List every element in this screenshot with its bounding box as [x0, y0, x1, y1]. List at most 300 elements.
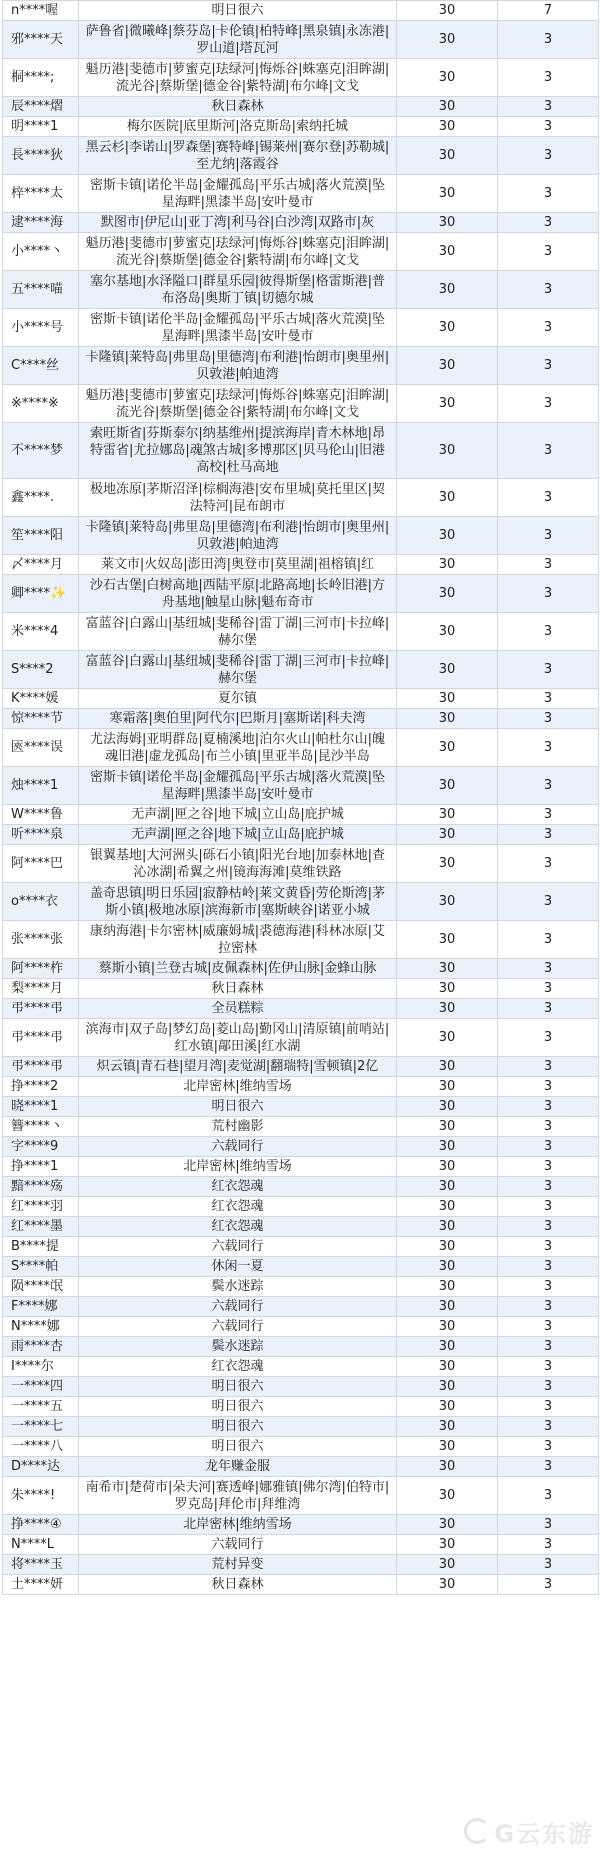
- table-row: [3, 613, 599, 651]
- table-row: [3, 1217, 599, 1237]
- table-row: [3, 1457, 599, 1477]
- value-cell: 30: [397, 1097, 498, 1117]
- table-row: [3, 689, 599, 709]
- count-cell: 3: [498, 651, 599, 689]
- player-name-cell: 张****张: [3, 921, 79, 959]
- region-list-cell: 荒村幽影: [79, 1117, 397, 1137]
- table-row: [3, 979, 599, 999]
- player-name-cell: n****喔: [3, 1, 79, 21]
- watermark-text: G云东游: [494, 1819, 594, 1848]
- value-cell: 30: [397, 1535, 498, 1555]
- player-name-cell: 一****五: [3, 1397, 79, 1417]
- region-list-cell: 魁历港|斐德市|萝蜜克|珐绿河|悔烁谷|蛛塞克|泪眸湖|流光谷|蔡斯堡|德金谷|紫特湖|布尔峰|文戈: [79, 233, 397, 271]
- table-row: [3, 1257, 599, 1277]
- value-cell: 30: [397, 1217, 498, 1237]
- region-list-cell: 北岸密林|维纳雪场: [79, 1077, 397, 1097]
- count-cell: 3: [498, 1097, 599, 1117]
- player-name-cell: 不****梦: [3, 423, 79, 479]
- count-cell: 3: [498, 709, 599, 729]
- region-list-cell: 银翼基地|大河洲头|砾石小镇|阳光台地|加泰林地|查沁冰湖|希翼之州|镜海海滩|莫维铁路: [79, 845, 397, 883]
- player-name-cell: 一****七: [3, 1417, 79, 1437]
- player-name-cell: N****L: [3, 1535, 79, 1555]
- player-name-cell: 梓****太: [3, 175, 79, 213]
- table-row: [3, 1097, 599, 1117]
- table-row: [3, 59, 599, 97]
- count-cell: 3: [498, 1057, 599, 1077]
- player-name-cell: 红****墨: [3, 1217, 79, 1237]
- value-cell: 30: [397, 1477, 498, 1515]
- value-cell: 30: [397, 233, 498, 271]
- count-cell: 3: [498, 213, 599, 233]
- player-name-cell: 〆****月: [3, 555, 79, 575]
- region-list-cell: 明日很六: [79, 1, 397, 21]
- region-list-cell: 默图市|伊尼山|亚丁湾|利马谷|白沙湾|双路市|灰: [79, 213, 397, 233]
- value-cell: 30: [397, 1357, 498, 1377]
- table-row: [3, 385, 599, 423]
- table-row: [3, 1019, 599, 1057]
- table-row: [3, 845, 599, 883]
- player-name-cell: 辰****熠: [3, 97, 79, 117]
- value-cell: 30: [397, 1277, 498, 1297]
- player-name-cell: 土****妍: [3, 1575, 79, 1595]
- player-name-cell: 陨****氓: [3, 1277, 79, 1297]
- count-cell: 3: [498, 137, 599, 175]
- region-list-cell: 寒霜落|奥伯里|阿代尔|巴斯月|塞斯诺|科夫湾: [79, 709, 397, 729]
- player-name-cell: 米****4: [3, 613, 79, 651]
- count-cell: 3: [498, 1417, 599, 1437]
- count-cell: 3: [498, 1137, 599, 1157]
- table-row: [3, 1077, 599, 1097]
- player-name-cell: 烛****1: [3, 767, 79, 805]
- player-name-cell: D****达: [3, 1457, 79, 1477]
- player-name-cell: I****尔: [3, 1357, 79, 1377]
- table-row: [3, 1515, 599, 1535]
- value-cell: 30: [397, 1437, 498, 1457]
- value-cell: 30: [397, 555, 498, 575]
- count-cell: 3: [498, 883, 599, 921]
- region-list-cell: 极地冻原|茅斯沼泽|棕榈海港|安布里城|莫托里区|契法特河|昆布朗市: [79, 479, 397, 517]
- value-cell: 30: [397, 709, 498, 729]
- player-name-cell: S****2: [3, 651, 79, 689]
- player-name-cell: 小****号: [3, 309, 79, 347]
- region-list-cell: 富蓝谷|白露山|基纽城|斐稀谷|雷丁湖|三河市|卡拉峰|赫尔堡: [79, 651, 397, 689]
- value-cell: 30: [397, 213, 498, 233]
- region-list-cell: 黑云杉|李诺山|罗森堡|赛特峰|锡莱州|赛尔登|苏勒城|至尤纳|落霞谷: [79, 137, 397, 175]
- table-row: [3, 117, 599, 137]
- value-cell: 30: [397, 883, 498, 921]
- region-list-cell: 炽云镇|青石巷|望月湾|麦觉湖|翻瑞特|雪顿镇|2亿: [79, 1057, 397, 1077]
- table-row: [3, 825, 599, 845]
- table-row: [3, 1297, 599, 1317]
- count-cell: 3: [498, 1197, 599, 1217]
- count-cell: 3: [498, 1237, 599, 1257]
- region-list-cell: 沙石古堡|白树高地|西陆平原|北路高地|长岭旧港|方舟基地|触星山脉|魁布奇市: [79, 575, 397, 613]
- value-cell: 30: [397, 651, 498, 689]
- count-cell: 3: [498, 271, 599, 309]
- value-cell: 30: [397, 1019, 498, 1057]
- region-list-cell: 莱文市|火奴岛|澎田湾|奥登市|莫里湖|祖榕镇|红: [79, 555, 397, 575]
- region-list-cell: 六载同行: [79, 1317, 397, 1337]
- table-row: [3, 97, 599, 117]
- watermark: [464, 1814, 594, 1848]
- player-name-cell: 黯****殇: [3, 1177, 79, 1197]
- count-cell: 3: [498, 613, 599, 651]
- region-list-cell: 滨海市|双子岛|梦幻岛|菱山岛|勤冈山|清原镇|前哨站|红水镇|鄗田溪|红水湖: [79, 1019, 397, 1057]
- player-name-cell: 阿****柞: [3, 959, 79, 979]
- table-row: [3, 1575, 599, 1595]
- value-cell: 30: [397, 845, 498, 883]
- region-list-cell: 六载同行: [79, 1237, 397, 1257]
- region-list-cell: 红衣怨魂: [79, 1217, 397, 1237]
- count-cell: 3: [498, 1277, 599, 1297]
- value-cell: 30: [397, 805, 498, 825]
- table-row: [3, 1377, 599, 1397]
- value-cell: 30: [397, 1077, 498, 1097]
- value-cell: 30: [397, 175, 498, 213]
- value-cell: 30: [397, 729, 498, 767]
- table-row: [3, 1417, 599, 1437]
- value-cell: 30: [397, 613, 498, 651]
- table-row: [3, 1317, 599, 1337]
- table-row: [3, 767, 599, 805]
- count-cell: 3: [498, 233, 599, 271]
- player-name-cell: 将****玉: [3, 1555, 79, 1575]
- count-cell: 3: [498, 729, 599, 767]
- region-list-cell: 塞尔基地|水泽隘口|群星乐园|彼得斯堡|格雷斯港|普布洛岛|奥斯丁镇|切德尔城: [79, 271, 397, 309]
- player-name-cell: 一****八: [3, 1437, 79, 1457]
- region-list-cell: 北岸密林|维纳雪场: [79, 1515, 397, 1535]
- value-cell: 30: [397, 1057, 498, 1077]
- value-cell: 30: [397, 689, 498, 709]
- value-cell: 30: [397, 479, 498, 517]
- region-list-cell: 休闲一夏: [79, 1257, 397, 1277]
- table-row: [3, 175, 599, 213]
- player-name-cell: B****提: [3, 1237, 79, 1257]
- value-cell: 30: [397, 385, 498, 423]
- player-name-cell: ※****※: [3, 385, 79, 423]
- value-cell: 30: [397, 1515, 498, 1535]
- region-list-cell: 鬓水迷踪: [79, 1337, 397, 1357]
- table-row: [3, 1277, 599, 1297]
- region-list-cell: 明日很六: [79, 1377, 397, 1397]
- table-row: [3, 805, 599, 825]
- count-cell: 3: [498, 555, 599, 575]
- region-list-cell: 秋日森林: [79, 979, 397, 999]
- value-cell: 30: [397, 1237, 498, 1257]
- value-cell: 30: [397, 1575, 498, 1595]
- value-cell: 30: [397, 137, 498, 175]
- region-list-cell: 六载同行: [79, 1297, 397, 1317]
- value-cell: 30: [397, 1457, 498, 1477]
- table-row: [3, 729, 599, 767]
- region-list-cell: 盖奇思镇|明日乐园|寂静枯岭|莱文黄昏|劳伦斯湾|茅斯小镇|极地冰原|滨海新市|塞斯峡谷|诺亚小城: [79, 883, 397, 921]
- table-row: [3, 423, 599, 479]
- value-cell: 30: [397, 1, 498, 21]
- table-row: [3, 213, 599, 233]
- count-cell: 3: [498, 423, 599, 479]
- region-list-cell: 北岸密林|维纳雪场: [79, 1157, 397, 1177]
- table-row: [3, 709, 599, 729]
- region-list-cell: 明日很六: [79, 1417, 397, 1437]
- table-row: [3, 999, 599, 1019]
- player-name-cell: F****娜: [3, 1297, 79, 1317]
- table-row: [3, 347, 599, 385]
- count-cell: 3: [498, 21, 599, 59]
- player-name-cell: 晓****1: [3, 1097, 79, 1117]
- region-list-cell: 密斯卡镇|诺伦半岛|金耀孤岛|平乐古城|落火荒漠|坠星海畔|黑漆半岛|安叶曼市: [79, 175, 397, 213]
- table-row: [3, 651, 599, 689]
- count-cell: 3: [498, 999, 599, 1019]
- player-name-cell: 惊****节: [3, 709, 79, 729]
- region-list-cell: 无声湖|匣之谷|地下城|立山岛|庇护城: [79, 825, 397, 845]
- player-name-cell: 听****泉: [3, 825, 79, 845]
- player-name-cell: 梨****月: [3, 979, 79, 999]
- table-row: [3, 1117, 599, 1137]
- count-cell: 3: [498, 1077, 599, 1097]
- count-cell: 3: [498, 1457, 599, 1477]
- count-cell: 3: [498, 1535, 599, 1555]
- region-list-cell: 康纳海港|卡尔密林|威廉姆城|裘德海港|科林冰原|艾拉密林: [79, 921, 397, 959]
- region-list-cell: 魁历港|斐德市|萝蜜克|珐绿河|悔烁谷|蛛塞克|泪眸湖|流光谷|蔡斯堡|德金谷|紫特湖|布尔峰|文戈: [79, 385, 397, 423]
- table-row: [3, 1137, 599, 1157]
- table-row: [3, 1397, 599, 1417]
- value-cell: 30: [397, 575, 498, 613]
- region-list-cell: 索旺斯省|芬斯泰尔|纳基维州|提滨海岸|青木林地|昂特雷省|尤拉娜岛|魂煞古城|多博那区|贝马伦山|旧港高校|杜马高地: [79, 423, 397, 479]
- region-list-cell: 卡隆镇|莱特岛|弗里岛|里德湾|布利港|怡朗市|奥里州|贝敦港|帕迪湾: [79, 347, 397, 385]
- region-list-cell: 六载同行: [79, 1535, 397, 1555]
- reward-table-body: [3, 1, 599, 1595]
- player-name-cell: C****丝: [3, 347, 79, 385]
- count-cell: 3: [498, 1575, 599, 1595]
- region-list-cell: 红衣怨魂: [79, 1197, 397, 1217]
- value-cell: 30: [397, 979, 498, 999]
- table-row: [3, 1157, 599, 1177]
- player-name-cell: 挣****1: [3, 1157, 79, 1177]
- value-cell: 30: [397, 1377, 498, 1397]
- count-cell: 3: [498, 59, 599, 97]
- count-cell: 3: [498, 979, 599, 999]
- player-name-cell: 朱****!: [3, 1477, 79, 1515]
- region-list-cell: 梅尔医院|底里斯河|洛克斯岛|索纳托城: [79, 117, 397, 137]
- count-cell: 3: [498, 1317, 599, 1337]
- table-row: [3, 309, 599, 347]
- value-cell: 30: [397, 347, 498, 385]
- count-cell: 3: [498, 479, 599, 517]
- region-list-cell: 秋日森林: [79, 1575, 397, 1595]
- player-name-cell: W****鲁: [3, 805, 79, 825]
- region-list-cell: 鬓水迷踪: [79, 1277, 397, 1297]
- region-list-cell: 密斯卡镇|诺伦半岛|金耀孤岛|平乐古城|落火荒漠|坠星海畔|黑漆半岛|安叶曼市: [79, 309, 397, 347]
- value-cell: 30: [397, 1337, 498, 1357]
- value-cell: 30: [397, 767, 498, 805]
- count-cell: 3: [498, 1257, 599, 1277]
- value-cell: 30: [397, 97, 498, 117]
- value-cell: 30: [397, 1555, 498, 1575]
- region-list-cell: 龙年赚金服: [79, 1457, 397, 1477]
- value-cell: 30: [397, 309, 498, 347]
- count-cell: 3: [498, 1217, 599, 1237]
- player-name-cell: 長****狄: [3, 137, 79, 175]
- value-cell: 30: [397, 959, 498, 979]
- count-cell: 3: [498, 805, 599, 825]
- player-name-cell: 邪****天: [3, 21, 79, 59]
- table-row: [3, 921, 599, 959]
- value-cell: 30: [397, 59, 498, 97]
- player-name-cell: 逮****海: [3, 213, 79, 233]
- player-name-cell: 一****四: [3, 1377, 79, 1397]
- table-row: [3, 1177, 599, 1197]
- player-name-cell: N****娜: [3, 1317, 79, 1337]
- value-cell: 30: [397, 117, 498, 137]
- value-cell: 30: [397, 423, 498, 479]
- player-name-cell: 阿****巴: [3, 845, 79, 883]
- table-row: [3, 1, 599, 21]
- table-row: [3, 1057, 599, 1077]
- table-row: [3, 1477, 599, 1515]
- region-list-cell: 密斯卡镇|诺伦半岛|金耀孤岛|平乐古城|落火荒漠|坠星海畔|黑漆半岛|安叶曼市: [79, 767, 397, 805]
- count-cell: 7: [498, 1, 599, 21]
- count-cell: 3: [498, 175, 599, 213]
- count-cell: 3: [498, 1337, 599, 1357]
- region-list-cell: 六载同行: [79, 1137, 397, 1157]
- player-name-cell: 挣****④: [3, 1515, 79, 1535]
- count-cell: 3: [498, 825, 599, 845]
- table-row: [3, 233, 599, 271]
- table-row: [3, 555, 599, 575]
- table-row: [3, 21, 599, 59]
- count-cell: 3: [498, 1357, 599, 1377]
- table-row: [3, 479, 599, 517]
- region-list-cell: 富蓝谷|白露山|基纽城|斐稀谷|雷丁湖|三河市|卡拉峰|赫尔堡: [79, 613, 397, 651]
- player-name-cell: K****媛: [3, 689, 79, 709]
- count-cell: 3: [498, 1117, 599, 1137]
- player-name-cell: 字****9: [3, 1137, 79, 1157]
- table-row: [3, 1357, 599, 1377]
- table-row: [3, 883, 599, 921]
- player-name-cell: 卿****✨: [3, 575, 79, 613]
- region-list-cell: 秋日森林: [79, 97, 397, 117]
- region-list-cell: 明日很六: [79, 1437, 397, 1457]
- count-cell: 3: [498, 575, 599, 613]
- table-row: [3, 137, 599, 175]
- player-name-cell: 小****丶: [3, 233, 79, 271]
- value-cell: 30: [397, 271, 498, 309]
- count-cell: 3: [498, 1297, 599, 1317]
- count-cell: 3: [498, 117, 599, 137]
- count-cell: 3: [498, 959, 599, 979]
- table-row: [3, 1237, 599, 1257]
- value-cell: 30: [397, 1137, 498, 1157]
- player-name-cell: 弔****弔: [3, 1019, 79, 1057]
- count-cell: 3: [498, 309, 599, 347]
- table-row: [3, 1535, 599, 1555]
- value-cell: 30: [397, 1317, 498, 1337]
- player-name-cell: 弔****弔: [3, 999, 79, 1019]
- table-row: [3, 575, 599, 613]
- player-name-cell: 红****羽: [3, 1197, 79, 1217]
- value-cell: 30: [397, 1297, 498, 1317]
- player-name-cell: 匧****误: [3, 729, 79, 767]
- count-cell: 3: [498, 767, 599, 805]
- count-cell: 3: [498, 1555, 599, 1575]
- value-cell: 30: [397, 921, 498, 959]
- count-cell: 3: [498, 97, 599, 117]
- player-name-cell: 明****1: [3, 117, 79, 137]
- region-list-cell: 明日很六: [79, 1097, 397, 1117]
- region-list-cell: 荒村异变: [79, 1555, 397, 1575]
- region-list-cell: 尤法海姆|亚明群岛|夏楠溪地|泊尔火山|帕杜尔山|魄魂旧港|虚龙孤岛|布兰小镇|里亚半岛|昆沙半岛: [79, 729, 397, 767]
- value-cell: 30: [397, 1257, 498, 1277]
- count-cell: 3: [498, 921, 599, 959]
- region-list-cell: 明日很六: [79, 1397, 397, 1417]
- value-cell: 30: [397, 1197, 498, 1217]
- player-name-cell: 簪****丶: [3, 1117, 79, 1137]
- region-list-cell: 萨鲁省|微曦峰|蔡芬岛|卡伦镇|柏特峰|黑泉镇|永冻港|罗山道|塔瓦河: [79, 21, 397, 59]
- value-cell: 30: [397, 21, 498, 59]
- region-list-cell: 蔡斯小镇|兰登古城|皮佩森林|佐伊山脉|金蜂山脉: [79, 959, 397, 979]
- region-list-cell: 全员糕粽: [79, 999, 397, 1019]
- count-cell: 3: [498, 1157, 599, 1177]
- player-name-cell: 五****喵: [3, 271, 79, 309]
- player-name-cell: 弔****弔: [3, 1057, 79, 1077]
- table-row: [3, 517, 599, 555]
- count-cell: 3: [498, 1177, 599, 1197]
- count-cell: 3: [498, 1437, 599, 1457]
- value-cell: 30: [397, 517, 498, 555]
- value-cell: 30: [397, 1157, 498, 1177]
- table-row: [3, 1197, 599, 1217]
- player-name-cell: 挣****2: [3, 1077, 79, 1097]
- region-list-cell: 红衣怨魂: [79, 1357, 397, 1377]
- table-row: [3, 1555, 599, 1575]
- reward-table: [2, 0, 599, 1595]
- region-list-cell: 南希市|楚荷市|朵夫河|赛透峰|娜雅镇|佛尔湾|伯特市|罗克岛|拜伦市|拜维湾: [79, 1477, 397, 1515]
- player-name-cell: 雨****杏: [3, 1337, 79, 1357]
- value-cell: 30: [397, 1417, 498, 1437]
- count-cell: 3: [498, 385, 599, 423]
- count-cell: 3: [498, 1515, 599, 1535]
- region-list-cell: 红衣怨魂: [79, 1177, 397, 1197]
- count-cell: 3: [498, 845, 599, 883]
- count-cell: 3: [498, 1477, 599, 1515]
- region-list-cell: 无声湖|匣之谷|地下城|立山岛|庇护城: [79, 805, 397, 825]
- region-list-cell: 魁历港|斐德市|萝蜜克|珐绿河|悔烁谷|蛛塞克|泪眸湖|流光谷|蔡斯堡|德金谷|紫特湖|布尔峰|文戈: [79, 59, 397, 97]
- value-cell: 30: [397, 825, 498, 845]
- region-list-cell: 夏尔镇: [79, 689, 397, 709]
- count-cell: 3: [498, 517, 599, 555]
- value-cell: 30: [397, 1397, 498, 1417]
- player-name-cell: S****帕: [3, 1257, 79, 1277]
- region-list-cell: 卡隆镇|莱特岛|弗里岛|里德湾|布利港|怡朗市|奥里州|贝敦港|帕迪湾: [79, 517, 397, 555]
- value-cell: 30: [397, 999, 498, 1019]
- player-name-cell: o****衣: [3, 883, 79, 921]
- count-cell: 3: [498, 347, 599, 385]
- table-row: [3, 1337, 599, 1357]
- table-row: [3, 1437, 599, 1457]
- watermark-logo-icon: [464, 1818, 490, 1844]
- value-cell: 30: [397, 1177, 498, 1197]
- player-name-cell: 桐****;: [3, 59, 79, 97]
- player-name-cell: 笙****阳: [3, 517, 79, 555]
- count-cell: 3: [498, 1019, 599, 1057]
- value-cell: 30: [397, 1117, 498, 1137]
- table-row: [3, 959, 599, 979]
- count-cell: 3: [498, 1377, 599, 1397]
- player-name-cell: 鑫****.: [3, 479, 79, 517]
- count-cell: 3: [498, 689, 599, 709]
- count-cell: 3: [498, 1397, 599, 1417]
- table-row: [3, 271, 599, 309]
